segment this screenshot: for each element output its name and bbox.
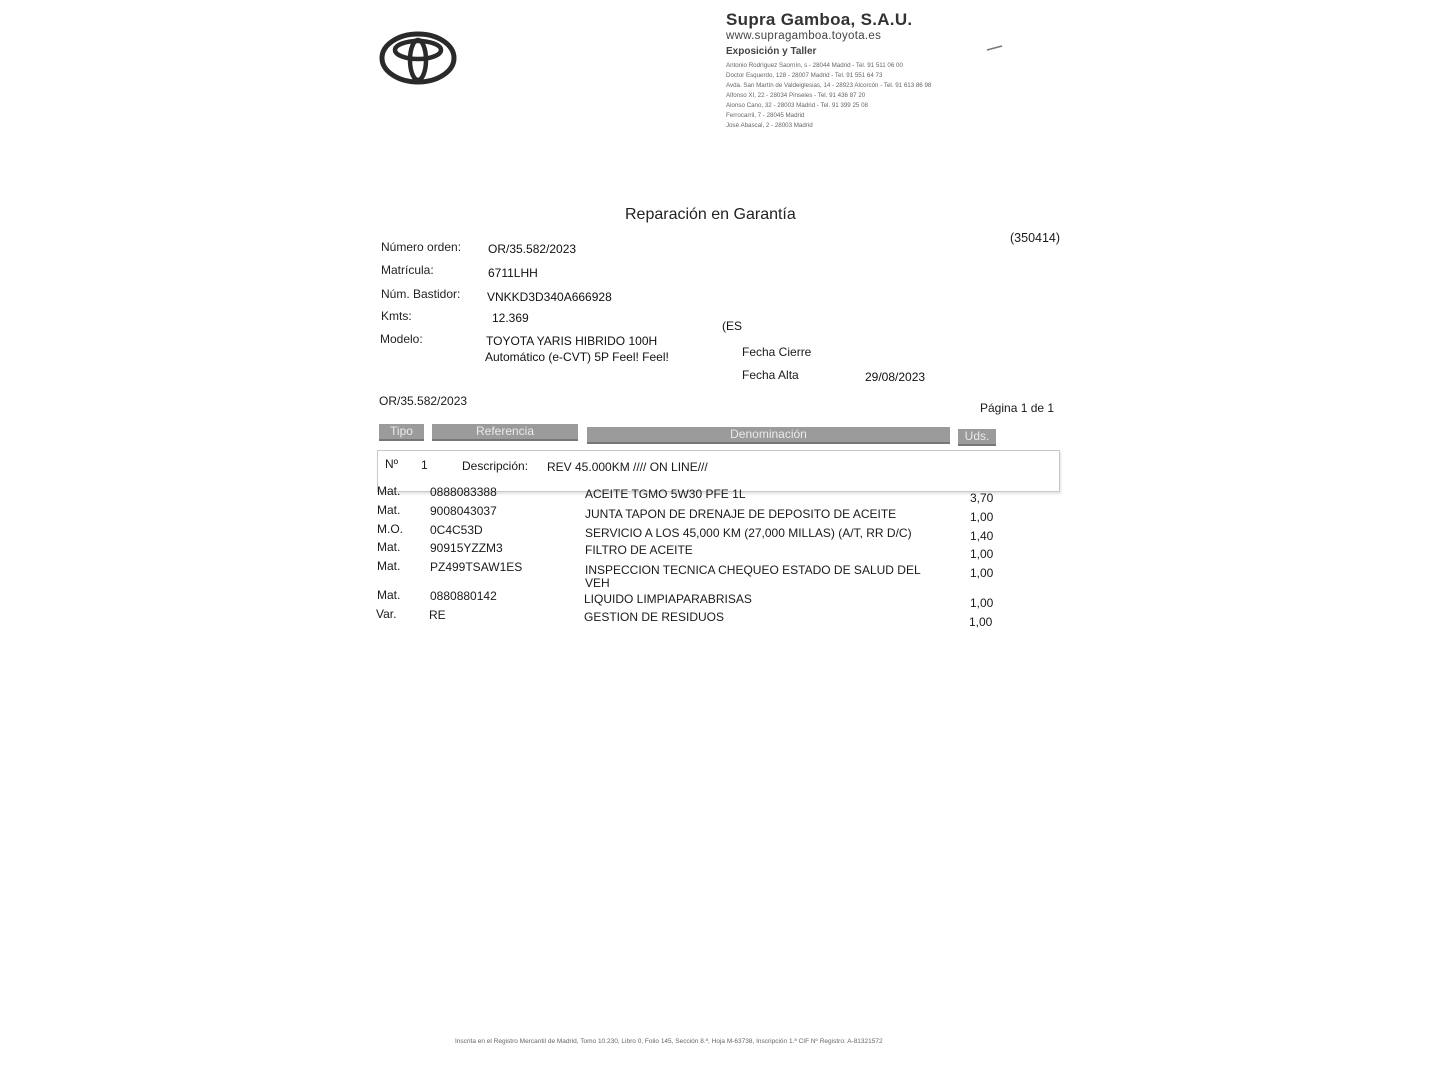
address-line: Ferrocarril, 7 - 28045 Madrid (726, 112, 805, 119)
kms-value: 12.369 (492, 311, 529, 325)
row-denominacion: LIQUIDO LIMPIAPARABRISAS (584, 592, 752, 606)
address-line: Avda. San Martín de Valdeiglesias, 14 - 28923 Alcorcón - Tel. 91 613 86 98 (726, 82, 932, 89)
page-indicator: Página 1 de 1 (980, 401, 1055, 415)
row-tipo: M.O. (377, 522, 403, 536)
row-uds: 1,00 (969, 615, 993, 629)
pen-mark-icon (986, 44, 1004, 52)
row-uds: 3,70 (970, 491, 994, 505)
address-line: Antonio Rodríguez Saornín, s - 28044 Madrid - Tel. 91 511 06 00 (726, 62, 903, 69)
column-header-referencia: Referencia (432, 424, 578, 441)
row-uds: 1,00 (970, 566, 994, 580)
model-line-2: Automático (e-CVT) 5P Feel! Feel! (485, 350, 669, 364)
model-label: Modelo: (380, 332, 423, 346)
plate-label: Matrícula: (381, 263, 434, 277)
page-title: Reparación en Garantía (625, 206, 796, 223)
row-denominacion: INSPECCION TECNICA CHEQUEO ESTADO DE SALUD DEL (585, 563, 921, 577)
kms-label: Kmts: (381, 309, 412, 323)
row-denominacion: JUNTA TAPON DE DRENAJE DE DEPOSITO DE ACEITE (585, 507, 897, 521)
row-referencia: 0C4C53D (430, 523, 483, 537)
document-code: (350414) (1010, 231, 1061, 245)
row-referencia: 90915YZZM3 (430, 541, 503, 555)
group-description-label: Descripción: (462, 459, 529, 473)
plate-value: 6711LHH (488, 266, 538, 280)
row-referencia: 0888083388 (430, 485, 497, 499)
toyota-logo-icon (378, 30, 458, 86)
order-number-value: OR/35.582/2023 (488, 242, 577, 256)
row-uds: 1,00 (970, 596, 994, 610)
row-uds: 1,00 (970, 547, 994, 561)
vin-value: VNKKD3D340A666928 (487, 290, 612, 304)
row-tipo: Mat. (377, 484, 401, 498)
registry-footer: Inscrita en el Registro Mercantil de Madrid, Tomo 10.230, Libro 0, Folio 145, Sección 8.ª, Hoja M-63738, Inscripción 1.ª CIF Nº Registro: A-81321572 (455, 1038, 883, 1045)
row-denominacion-continued: VEH (585, 576, 610, 590)
row-tipo: Mat. (377, 588, 401, 602)
model-line-1: TOYOTA YARIS HIBRIDO 100H (486, 334, 658, 348)
row-tipo: Mat. (377, 559, 401, 573)
order-number-label: Número orden: (381, 240, 462, 254)
group-number-value: 1 (421, 458, 428, 472)
row-referencia: 9008043037 (430, 504, 497, 518)
column-header-uds: Uds. (958, 429, 996, 446)
section-label: Exposición y Taller (726, 46, 817, 57)
row-referencia: RE (429, 608, 446, 622)
open-date-value: 29/08/2023 (865, 370, 926, 384)
open-date-label: Fecha Alta (742, 368, 799, 382)
row-uds: 1,00 (970, 510, 994, 524)
row-referencia: PZ499TSAW1ES (430, 560, 523, 574)
es-note: (ES (722, 319, 743, 333)
vin-label: Núm. Bastidor: (381, 287, 461, 301)
row-denominacion: SERVICIO A LOS 45,000 KM (27,000 MILLAS) (A/T, RR D/C) (585, 526, 912, 540)
row-uds: 1,40 (970, 529, 994, 543)
address-line: Alonso Cano, 32 - 28003 Madrid - Tel. 91 399 25 08 (726, 102, 868, 109)
company-name: Supra Gamboa, S.A.U. (726, 10, 913, 29)
order-reference: OR/35.582/2023 (379, 394, 468, 408)
company-website: www.supragamboa.toyota.es (726, 30, 882, 42)
row-denominacion: FILTRO DE ACEITE (585, 543, 693, 557)
group-description-value: REV 45.000KM //// ON LINE/// (547, 460, 708, 474)
row-denominacion: GESTION DE RESIDUOS (584, 610, 725, 624)
address-line: Alfonso XI, 22 - 28034 Pinseles - Tel. 91 436 87 20 (726, 92, 866, 99)
close-date-label: Fecha Cierre (742, 345, 812, 359)
address-line: Doctor Esquerdo, 128 - 28007 Madrid - Tel. 91 551 64 73 (726, 72, 883, 79)
column-header-denominacion: Denominación (587, 427, 950, 444)
group-number-label: Nº (385, 457, 399, 471)
column-header-tipo: Tipo (379, 424, 424, 441)
row-tipo: Mat. (377, 503, 401, 517)
row-denominacion: ACEITE TGMO 5W30 PFE 1L (585, 487, 746, 501)
row-referencia: 0880880142 (430, 589, 497, 603)
row-tipo: Mat. (377, 540, 401, 554)
row-tipo: Var. (376, 607, 397, 621)
address-line: José Abascal, 2 - 28003 Madrid (726, 122, 813, 129)
